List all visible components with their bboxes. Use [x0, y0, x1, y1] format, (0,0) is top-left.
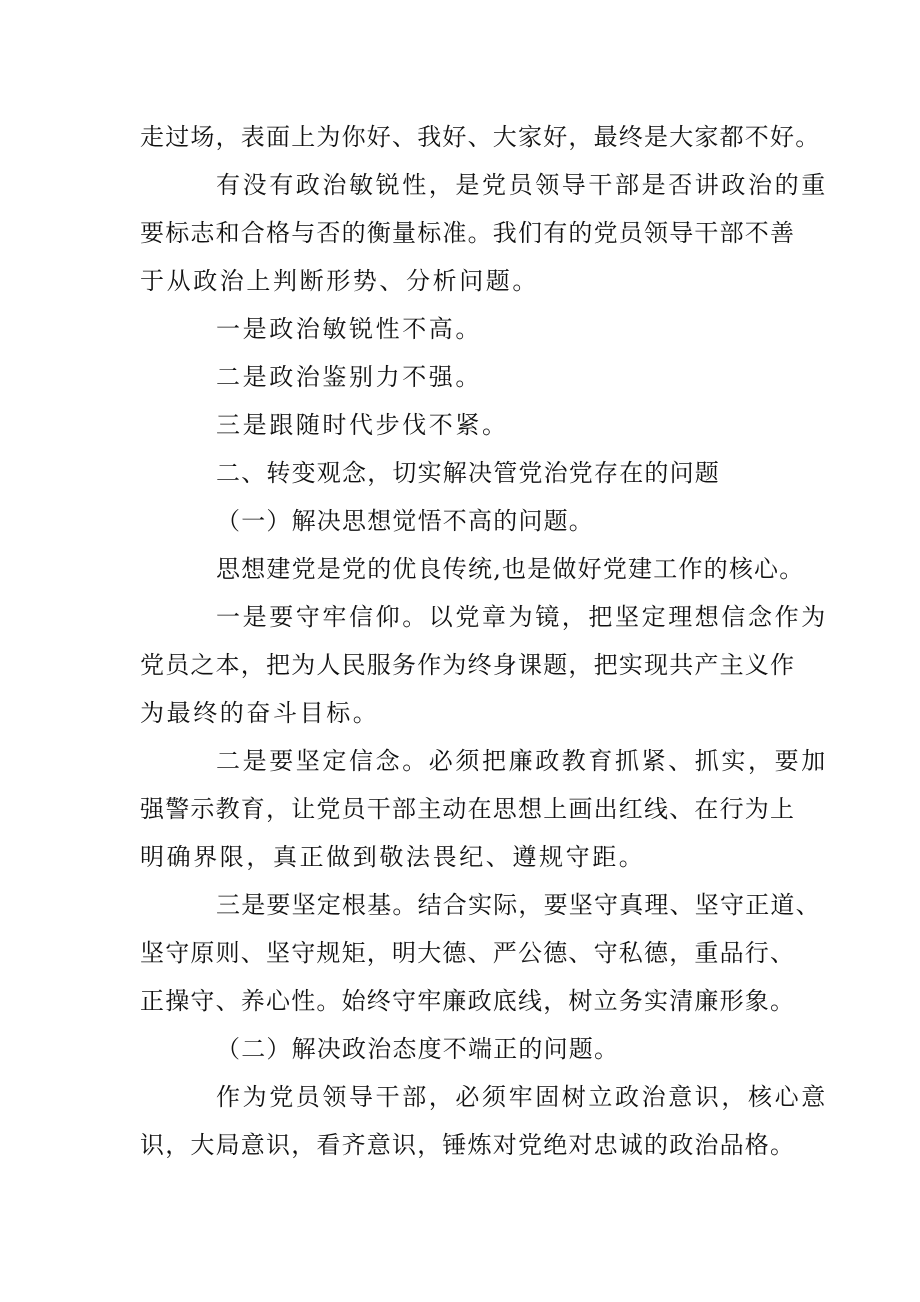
paragraph-line: 为最终的奋斗目标。	[140, 699, 380, 727]
list-item: 一是政治敏锐性不高。	[216, 315, 482, 343]
paragraph-line: 思想建党是党的优良传统,也是做好党建工作的核心。	[216, 555, 805, 583]
paragraph-line: 要标志和合格与否的衡量标准。我们有的党员领导干部不善	[140, 219, 796, 247]
paragraph-line: 正操守、养心性。始终守牢廉政底线，树立务实清廉形象。	[140, 987, 796, 1015]
subsection-heading: （一）解决思想觉悟不高的问题。	[216, 507, 594, 535]
paragraph-line: 二是要坚定信念。必须把廉政教育抓紧、抓实，要加	[216, 747, 828, 775]
paragraph-line: 党员之本，把为人民服务作为终身课题，把实现共产主义作	[140, 651, 796, 679]
paragraph-line: 于从政治上判断形势、分析问题。	[140, 267, 539, 295]
paragraph-line: 走过场，表面上为你好、我好、大家好，最终是大家都不好。	[140, 123, 821, 151]
list-item: 三是跟随时代步伐不紧。	[216, 411, 509, 439]
paragraph-line: 明确界限，真正做到敬法畏纪、遵规守距。	[140, 843, 646, 871]
paragraph-line: 识，大局意识，看齐意识，锤炼对党绝对忠诚的政治品格。	[140, 1131, 796, 1159]
paragraph-line: 一是要守牢信仰。以党章为镜，把坚定理想信念作为	[216, 603, 828, 631]
subsection-heading: （二）解决政治态度不端正的问题。	[216, 1035, 620, 1063]
paragraph-line: 作为党员领导干部，必须牢固树立政治意识，核心意	[216, 1083, 828, 1111]
list-item: 二是政治鉴别力不强。	[216, 363, 482, 391]
paragraph-line: 三是要坚定根基。结合实际，要坚守真理、坚守正道、	[216, 891, 821, 919]
section-heading: 二、转变观念，切实解决管党治党存在的问题	[216, 459, 720, 487]
paragraph-line: 有没有政治敏锐性，是党员领导干部是否讲政治的重	[216, 171, 828, 199]
paragraph-line: 坚守原则、坚守规矩，明大德、严公德、守私德，重品行、	[140, 939, 796, 967]
paragraph-line: 强警示教育，让党员干部主动在思想上画出红线、在行为上	[140, 795, 796, 823]
